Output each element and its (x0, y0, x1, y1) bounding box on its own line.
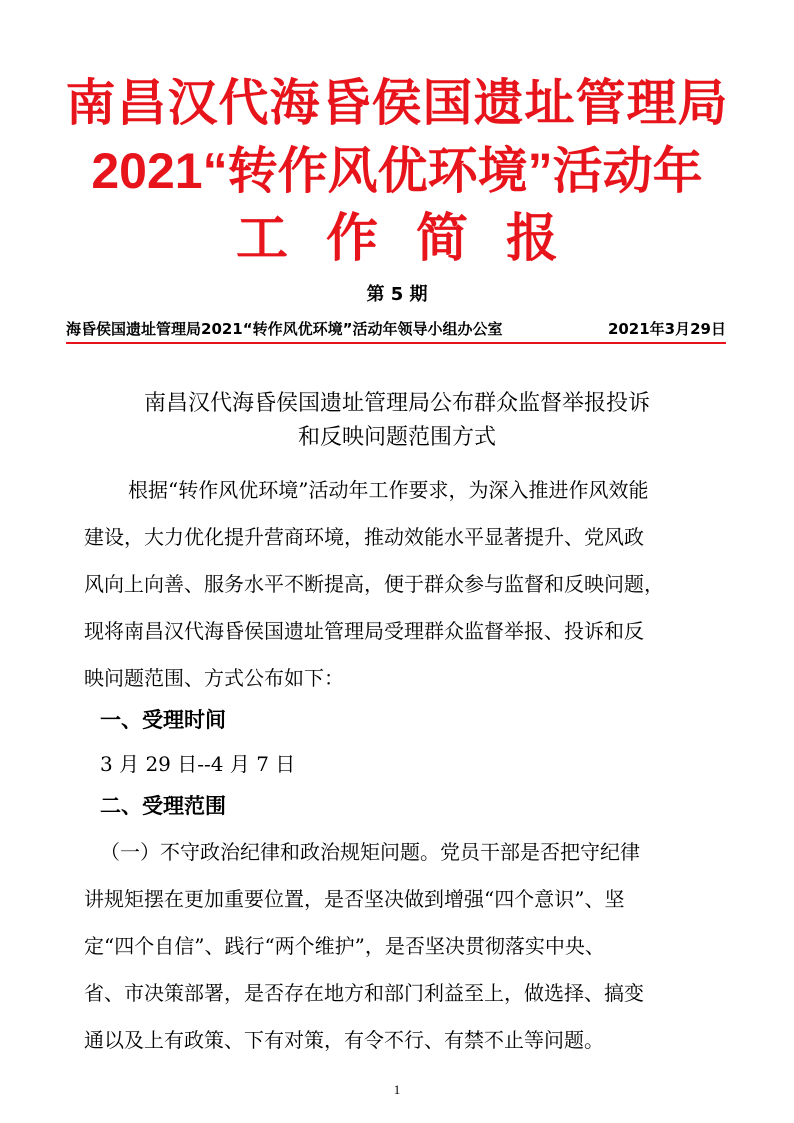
section-1-text: 3 月 29 日--4 月 7 日 (100, 752, 296, 776)
intro-line: 根据“转作风优环境”活动年工作要求，为深入推进作风效能 (128, 478, 649, 502)
section-heading-1: 一、受理时间 (100, 708, 226, 732)
issuer-name: 海昏侯国遗址管理局2021“转作风优环境”活动年领导小组办公室 (66, 320, 503, 338)
section-2-line: 讲规矩摆在更加重要位置，是否坚决做到增强“四个意识”、坚 (84, 887, 625, 911)
issue-number: 第 5 期 (366, 284, 428, 305)
article-title-line-2: 和反映问题范围方式 (297, 425, 496, 450)
intro-line: 现将南昌汉代海昏侯国遗址管理局受理群众监督举报、投诉和反 (84, 619, 644, 643)
red-divider (66, 342, 726, 344)
article-title-line-1: 南昌汉代海昏侯国遗址管理局公布群众监督举报投诉 (143, 391, 650, 416)
section-2-line: （一）不守政治纪律和政治规矩问题。党员干部是否把守纪律 (100, 840, 640, 864)
intro-line: 风向上向善、服务水平不断提高，便于群众参与监督和反映问题， (84, 572, 664, 596)
section-heading-2: 二、受理范围 (100, 794, 226, 818)
dateline (66, 318, 726, 339)
masthead-line-3: 工作简报 (235, 210, 596, 268)
intro-line: 映问题范围、方式公布如下： (84, 666, 344, 690)
masthead-line-1: 南昌汉代海昏侯国遗址管理局 (65, 75, 729, 131)
intro-line: 建设，大力优化提升营商环境，推动效能水平显著提升、党风政 (84, 525, 644, 549)
page-number: 1 (393, 1082, 401, 1097)
section-2-line: 通以及上有政策、下有对策，有令不行、有禁不止等问题。 (84, 1028, 604, 1052)
masthead-line-2: 2021“转作风优环境”活动年 (91, 143, 703, 199)
section-2-line: 定“四个自信”、践行“两个维护”，是否坚决贯彻落实中央、 (84, 934, 605, 958)
section-2-line: 省、市决策部署，是否存在地方和部门利益至上，做选择、搞变 (84, 981, 644, 1005)
issue-date: 2021年3月29日 (607, 320, 726, 338)
